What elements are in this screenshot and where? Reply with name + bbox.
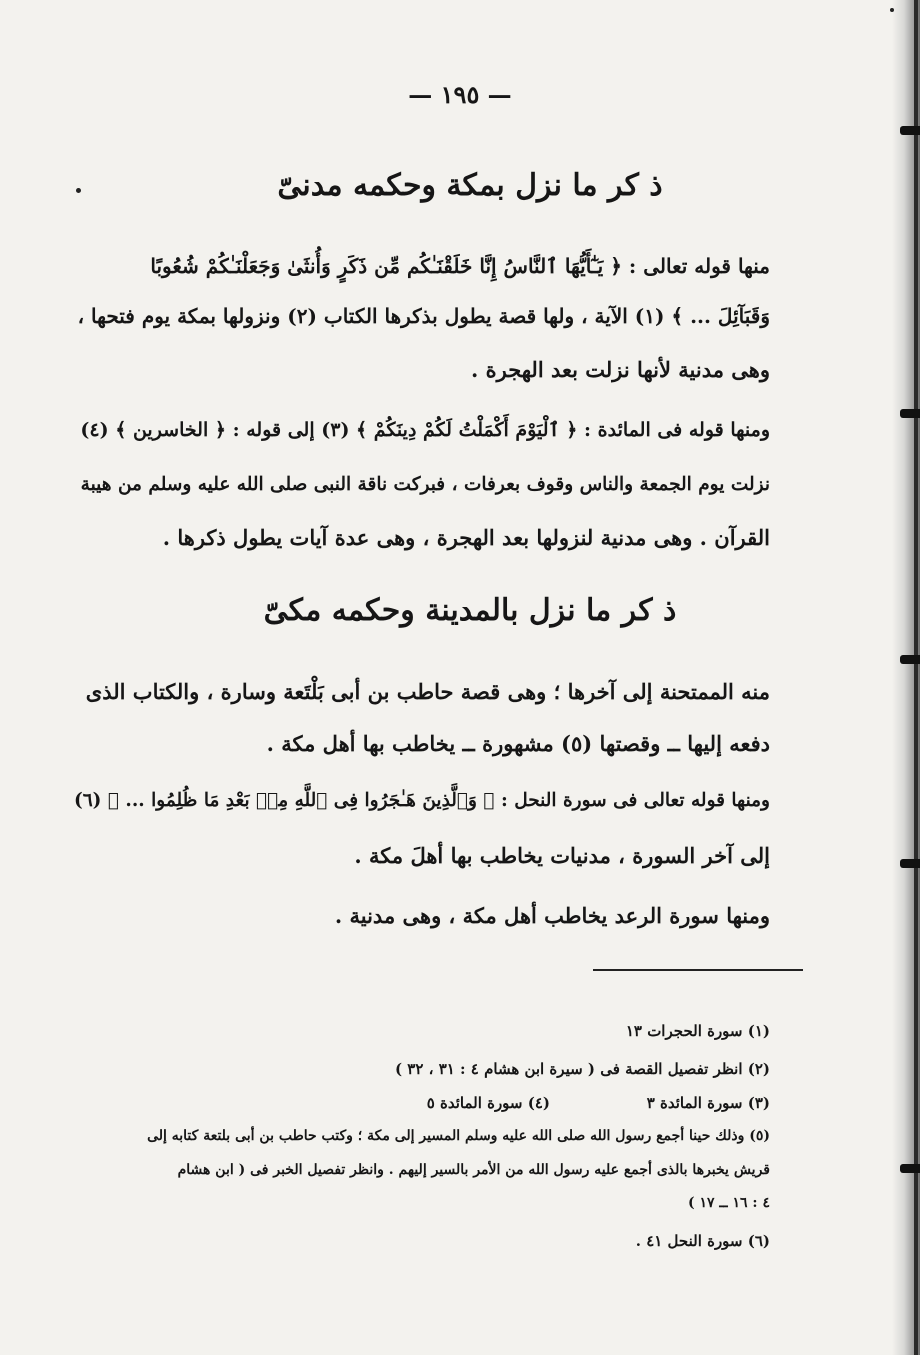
footnote: (٦) سورة النحل ٤١ . xyxy=(635,1232,770,1250)
text-line: ومنها سورة الرعد يخاطب أهل مكة ، وهى مدنية . xyxy=(334,903,770,928)
speck xyxy=(890,8,894,12)
footnote: (٤) سورة المائدة ٥ xyxy=(426,1094,550,1112)
binding-edge xyxy=(914,0,918,1355)
text-line: منه الممتحنة إلى آخرها ؛ وهى قصة حاطب بن أبى بَلْتَعة وسارة ، والكتاب الذى xyxy=(85,679,770,704)
text-line: منها قوله تعالى : ﴿ يَـٰٓأَيُّهَا ٱلنَّاسُ إِنَّا خَلَقْنَـٰكُم مِّن ذَكَرٍ وَأُنثَىٰ وَجَعَلْنَـٰكُمْ شُعُوبًا xyxy=(150,254,770,278)
footnote: (٢) انظر تفصيل القصة فى ( سيرة ابن هشام ٤ : ٣١ ، ٣٢ ) xyxy=(394,1060,770,1078)
text-line: دفعه إليها ــ وقصتها (٥) مشهورة ــ يخاطب بها أهل مكة . xyxy=(266,731,770,756)
text-line: نزلت يوم الجمعة والناس وقوف بعرفات ، فبركت ناقة النبى صلى الله عليه وسلم من هيبة xyxy=(80,474,770,495)
text-line: وهى مدنية لأنها نزلت بعد الهجرة . xyxy=(470,357,770,382)
edge-mark xyxy=(900,859,920,868)
text-line: إلى آخر السورة ، مدنيات يخاطب بها أهلَ مكة . xyxy=(354,843,770,868)
edge-mark xyxy=(900,655,920,664)
footnote: ٤ : ١٦ ــ ١٧ ) xyxy=(688,1195,770,1211)
text-line: ومنها قوله تعالى فى سورة النحل : ﴿ وَٱلَّذِينَ هَـٰجَرُوا فِى ٱللَّهِ مِنۢ بَعْدِ مَا ظُلِمُوا ... ﴾ (٦) xyxy=(73,790,770,811)
footnote: (٣) سورة المائدة ٣ xyxy=(646,1094,770,1112)
footnote-separator xyxy=(593,969,803,971)
text-line: وَقَبَآئِلَ ... ﴾ (١) الآية ، ولها قصة يطول بذكرها الكتاب (٢) ونزولها بمكة يوم فتحها ، xyxy=(77,304,770,328)
footnote: قريش يخبرها بالذى أجمع عليه رسول الله من الأمر بالسير إليهم . وانظر تفصيل الخبر فى ( ابن هشام xyxy=(177,1162,770,1178)
text-line: ومنها قوله فى المائدة : ﴿ ٱلْيَوْمَ أَكْمَلْتُ لَكُمْ دِينَكُمْ ﴾ (٣) إلى قوله : ﴿ الخاسرين ﴾ (٤) xyxy=(80,419,770,441)
edge-mark xyxy=(900,409,920,418)
edge-mark xyxy=(900,1164,920,1173)
footnote: (٥) وذلك حينا أجمع رسول الله صلى الله عليه وسلم المسير إلى مكة ؛ وكتب حاطب بن أبى بلتعة كتابه إلى xyxy=(147,1128,770,1144)
section-heading: ذ كر ما نزل بمكة وحكمه مدنىّ xyxy=(277,168,663,203)
text-line: القرآن . وهى مدنية لنزولها بعد الهجرة ، وهى عدة آيات يطول ذكرها . xyxy=(162,525,770,550)
page-number: — ١٩٥ — xyxy=(408,80,512,109)
section-heading: ذ كر ما نزل بالمدينة وحكمه مكىّ xyxy=(263,593,677,628)
edge-mark xyxy=(900,126,920,135)
footnote: (١) سورة الحجرات ١٣ xyxy=(625,1022,770,1040)
speck xyxy=(76,188,81,193)
